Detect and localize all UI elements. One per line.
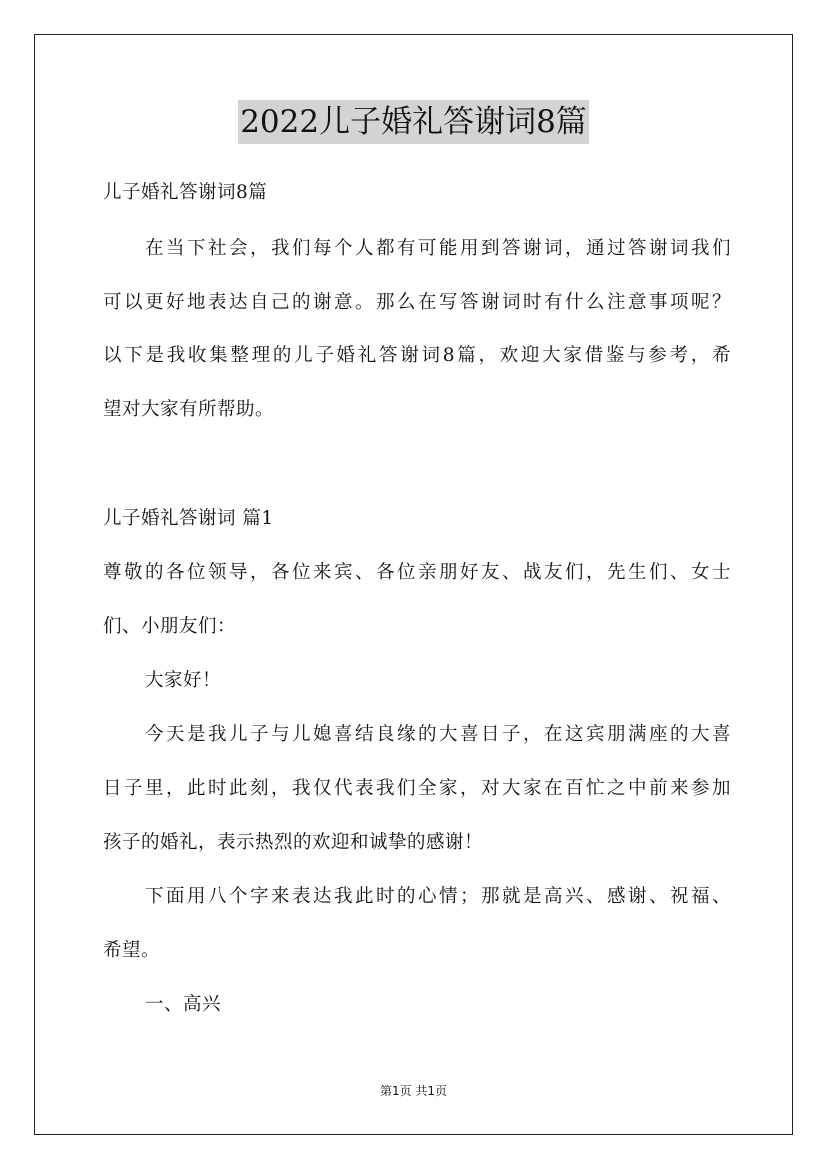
section-heading: 儿子婚礼答谢词 篇1 xyxy=(103,508,274,529)
document-subtitle: 儿子婚礼答谢词8篇 xyxy=(103,182,268,203)
point-heading-1: 一、高兴 xyxy=(145,994,222,1015)
intro-line-1: 在当下社会，我们每个人都有可能用到答谢词，通过答谢词我们 xyxy=(145,238,731,259)
document-title: 2022儿子婚礼答谢词8篇 xyxy=(238,100,589,144)
greeting: 大家好！ xyxy=(145,670,222,691)
intro-line-2: 可以更好地表达自己的谢意。那么在写答谢词时有什么注意事项呢？ xyxy=(103,292,731,313)
salutation-line-1: 尊敬的各位领导，各位来宾、各位亲朋好友、战友们，先生们、女士 xyxy=(103,562,731,583)
intro-line-3: 以下是我收集整理的儿子婚礼答谢词8篇，欢迎大家借鉴与参考，希 xyxy=(103,345,731,366)
salutation-line-2: 们、小朋友们： xyxy=(103,616,237,637)
paragraph2-line-1: 下面用八个字来表达我此时的心情；那就是高兴、感谢、祝福、 xyxy=(145,886,731,907)
paragraph2-line-2: 希望。 xyxy=(103,940,161,961)
page-footer: 第1页 共1页 xyxy=(379,1084,448,1098)
paragraph1-line-2: 日子里，此时此刻，我仅代表我们全家，对大家在百忙之中前来参加 xyxy=(103,778,731,799)
paragraph1-line-3: 孩子的婚礼，表示热烈的欢迎和诚挚的感谢！ xyxy=(103,832,484,853)
paragraph1-line-1: 今天是我儿子与儿媳喜结良缘的大喜日子，在这宾朋满座的大喜 xyxy=(145,724,731,745)
intro-line-4: 望对大家有所帮助。 xyxy=(103,399,275,420)
title-container xyxy=(0,100,827,144)
